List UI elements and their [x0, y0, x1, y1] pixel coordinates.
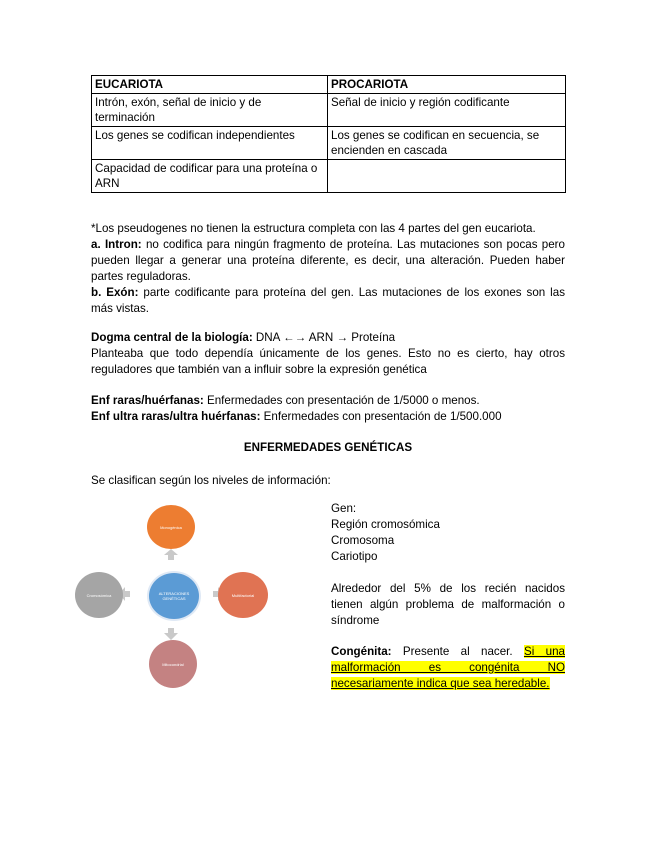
table-row: [92, 160, 566, 193]
ultra-rare-label: Enf ultra raras/ultra huérfanas:: [91, 410, 261, 423]
ultra-rare-line: [91, 409, 565, 425]
classify-paragraph: Se clasifican según los niveles de información:: [91, 474, 331, 487]
center-label: ALTERACIONES GENÉTICAS: [158, 591, 190, 601]
congenital-paragraph: [331, 644, 565, 692]
dogma-section: [91, 330, 565, 378]
rare-label: Enf raras/huérfanas:: [91, 394, 204, 407]
arrow-up: [164, 549, 178, 560]
right-circle: [218, 572, 268, 618]
malformation-text: Alrededor del 5% de los recién nacidos tienen algún problema de malformación o síndrome: [331, 582, 565, 627]
table-cell: Intrón, exón, señal de inicio y de terminación: [92, 94, 328, 127]
levels-list: [331, 501, 565, 565]
malformation-paragraph: [331, 581, 565, 629]
top-circle: [147, 505, 195, 549]
section-title: ENFERMEDADES GENÉTICAS: [243, 441, 413, 454]
intron-text: no codifica para ningún fragmento de proteína. Las mutaciones son pocas pero pueden llegar a generar una proteína diferente, es decir, una alteración. Pueden haber partes reguladoras.: [91, 238, 565, 283]
dogma-label: Dogma central de la biología:: [91, 331, 253, 344]
dogma-paragraph: Planteaba que todo dependía únicamente de los genes. Esto no es cierto, hay otros reguladores que también van a influir sobre la expresión genética: [91, 347, 565, 376]
left-circle: [75, 572, 123, 618]
ultra-rare-text: Enfermedades con presentación de 1/500.000: [260, 410, 502, 423]
table-header-procariota: PROCARIOTA: [328, 76, 566, 94]
right-label: Multifactorial: [231, 592, 255, 598]
top-label: Monogénica: [160, 524, 182, 530]
rare-text: Enfermedades con presentación de 1/5000 o menos.: [203, 394, 480, 407]
arrow-down: [164, 628, 178, 640]
table-cell: Los genes se codifican independientes: [92, 127, 328, 160]
table-cell: [328, 160, 566, 193]
congenital-label: Congénita:: [331, 645, 392, 658]
table-cell: Señal de inicio y región codificante: [328, 94, 566, 127]
rare-line: [91, 393, 565, 409]
exon-text: parte codificante para proteína del gen. Las mutaciones de los exones son las más vistas.: [91, 286, 566, 315]
table-row: [92, 127, 566, 160]
table-cell: Capacidad de codificar para una proteína o ARN: [92, 160, 328, 193]
dogma-text: DNA ←→ ARN → Proteína: [252, 331, 396, 344]
congenital-desc: Presente al nacer.: [391, 645, 524, 658]
bottom-circle: [149, 640, 197, 688]
gene-notes: [91, 221, 565, 317]
table-header-eucariota: EUCARIOTA: [92, 76, 328, 94]
level-item: Región cromosómica: [331, 518, 440, 531]
rare-diseases-section: [91, 393, 565, 425]
table-header-row: [92, 76, 566, 94]
congenital-text: [331, 644, 565, 692]
bottom-label: Mitocondrial: [162, 661, 184, 667]
intron-label: a. Intron:: [91, 238, 142, 251]
dogma-line: [91, 330, 565, 346]
table-row: [92, 94, 566, 127]
classify-text: [91, 473, 565, 489]
exon-paragraph: [91, 285, 565, 317]
table-cell: Los genes se codifican en secuencia, se encienden en cascada: [328, 127, 566, 160]
left-label: Cromosómica: [86, 592, 112, 598]
level-item: Cariotipo: [331, 550, 378, 563]
level-item: Gen:: [331, 502, 357, 515]
genetic-alterations-diagram: [75, 505, 305, 695]
pseudogenes-note: *Los pseudogenes no tienen la estructura completa con las 4 partes del gen eucariota.: [91, 222, 536, 235]
exon-label: b. Exón:: [91, 286, 139, 299]
intron-paragraph: [91, 237, 565, 285]
congenital-highlight: Si una malformación es congénita NO necesariamente indica que sea heredable.: [331, 645, 565, 690]
level-item: Cromosoma: [331, 534, 395, 547]
comparison-table: [91, 75, 566, 193]
center-circle: [147, 571, 201, 621]
